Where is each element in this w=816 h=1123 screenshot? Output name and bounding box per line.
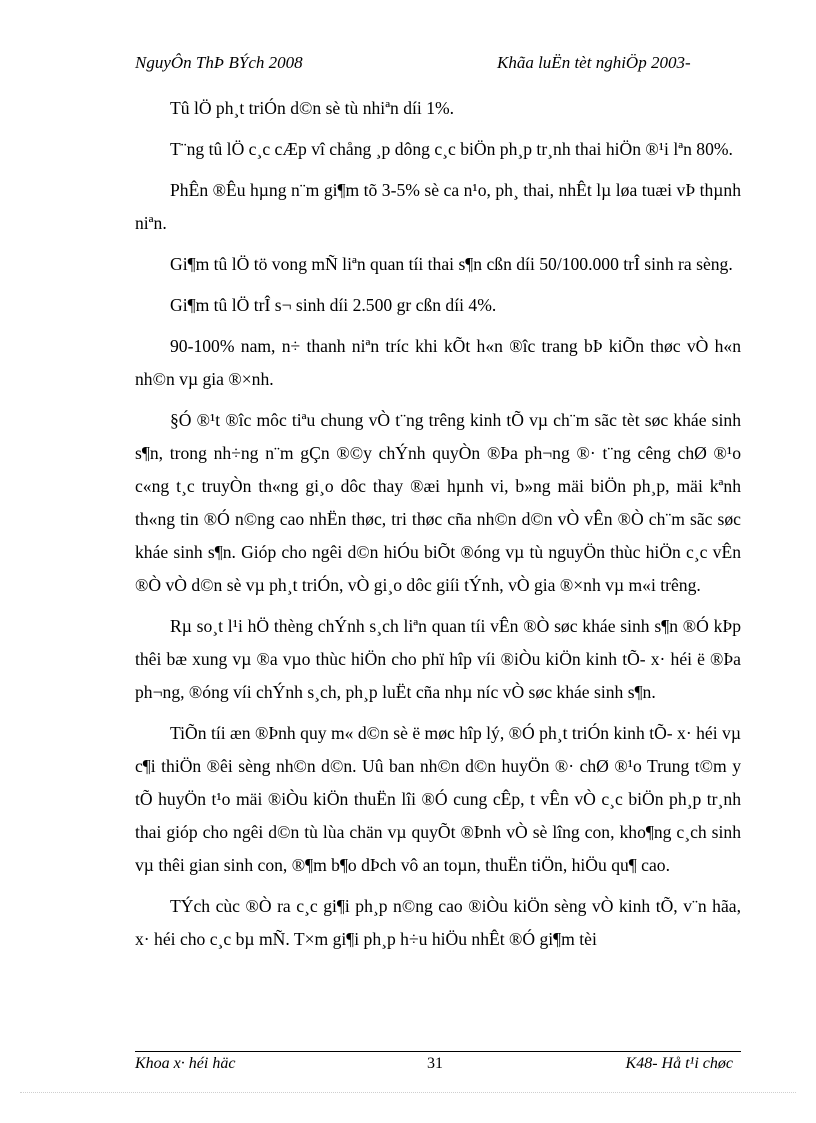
- paragraph: Gi¶m tû lÖ tö vong mÑ liªn quan tíi thai s¶n cßn díi 50/100.000 trÎ sinh ra sèng.: [170, 254, 733, 274]
- paragraph: Tû lÖ ph¸t triÓn d©n sè tù nhiªn díi 1%.: [170, 98, 455, 118]
- page-number: 31: [427, 1055, 443, 1072]
- paragraph: PhÊn ®Êu hµng n¨m gi¶m tõ 3-5% sè ca n¹o, ph¸ thai, nhÊt lµ løa tuæi vÞ thµnh niªn.: [135, 180, 741, 233]
- paragraph: Rµ so¸t l¹i hÖ thèng chÝnh s¸ch liªn quan tíi vÊn ®Ò søc kháe sinh s¶n ®Ó kÞp thêi bæ xung vµ ®a vµo thùc hiÖn cho phï hîp víi ®iÒu kiÖn kinh tÕ- x· héi ë ®Þa ph¬ng, ®óng víi chÝnh s¸ch, ph¸p luËt cña nhµ níc vÒ søc kháe sinh s¶n.: [135, 616, 741, 702]
- footer-divider: [135, 1051, 741, 1052]
- header-title: Khãa luËn tèt nghiÖp 2003-: [497, 53, 691, 72]
- paragraph: TÝch cùc ®Ò ra c¸c gi¶i ph¸p n©ng cao ®iÒu kiÖn sèng vÒ kinh tÕ, v¨n hãa, x· héi cho c¸c bµ mÑ. T×m gi¶i ph¸p h÷u hiÖu nhÊt ®Ó gi¶m tèi: [135, 896, 741, 949]
- footer-class: K48- Hå t¹i chøc: [625, 1055, 733, 1072]
- footer-department: Khoa x· héi häc: [135, 1055, 236, 1072]
- paragraph: T¨ng tû lÖ c¸c cÆp vî chång ¸p dông c¸c biÖn ph¸p tr¸nh thai hiÖn ®¹i lªn 80%.: [170, 139, 733, 159]
- paragraph: Gi¶m tû lÖ trÎ s¬ sinh díi 2.500 gr cßn díi 4%.: [170, 295, 497, 315]
- document-body: [135, 92, 741, 964]
- paragraph: 90-100% nam, n÷ thanh niªn tríc khi kÕt h«n ®îc trang bÞ kiÕn thøc vÒ h«n nh©n vµ gia ®×nh.: [135, 336, 741, 389]
- page-bottom-edge: [20, 1092, 796, 1093]
- paragraph: TiÕn tíi æn ®Þnh quy m« d©n sè ë møc hîp lý, ®Ó ph¸t triÓn kinh tÕ- x· héi vµ c¶i thiÖn ®êi sèng nh©n d©n. Uû ban nh©n d©n huyÖn ®· chØ ®¹o Trung t©m y tÕ huyÖn t¹o mäi ®iÒu kiÖn thuËn lîi ®Ó cung cÊp, t vÊn vÒ c¸c biÖn ph¸p tr¸nh thai gióp cho ngêi d©n tù lùa chän vµ quyÕt ®Þnh vÒ sè lîng con, kho¶ng c¸ch sinh vµ thêi gian sinh con, ®¶m b¶o dÞch vô an toµn, thuËn tiÖn, hiÖu qu¶ cao.: [135, 723, 741, 875]
- paragraph: §Ó ®¹t ®îc môc tiªu chung vÒ t¨ng trêng kinh tÕ vµ ch¨m sãc tèt søc kháe sinh s¶n, trong nh÷ng n¨m gÇn ®©y chÝnh quyÒn ®Þa ph¬ng ®· t¨ng cêng chØ ®¹o c«ng t¸c truyÒn th«ng gi¸o dôc thay ®æi hµnh vi, b»ng mäi biÖn ph¸p, mäi kªnh th«ng tin ®Ó n©ng cao nhËn thøc, tri thøc cña nh©n d©n vÒ vÊn ®Ò ch¨m sãc søc kháe sinh s¶n. Gióp cho ngêi d©n hiÓu biÕt ®óng vµ tù nguyÖn thùc hiÖn c¸c vÊn ®Ò vÒ d©n sè vµ ph¸t triÓn, vÒ gi¸o dôc giíi tÝnh, vÒ gia ®×nh vµ m«i trêng.: [135, 410, 741, 595]
- header-author: NguyÔn ThÞ BÝch 2008: [135, 53, 303, 72]
